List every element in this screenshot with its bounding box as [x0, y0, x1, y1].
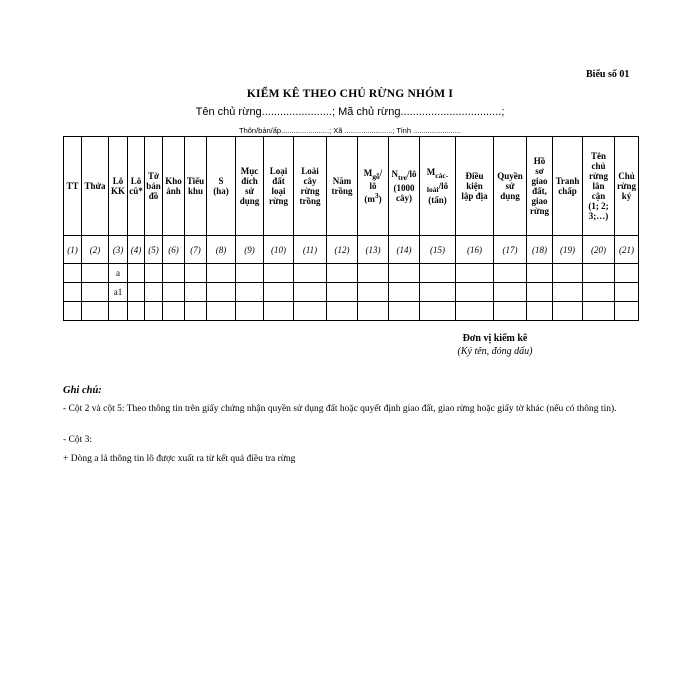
- table-cell: [185, 302, 207, 321]
- table-cell: a1: [109, 283, 128, 302]
- column-number-12: (12): [327, 236, 358, 264]
- column-number-3: (3): [109, 236, 128, 264]
- table-cell: [109, 302, 128, 321]
- table-cell: [294, 283, 327, 302]
- table-row: [64, 283, 639, 302]
- column-header-11: Loài cây rừng trồng: [294, 137, 327, 236]
- table-cell: [553, 302, 583, 321]
- table-cell: [207, 264, 236, 283]
- table-cell: [358, 302, 389, 321]
- column-header-9: Mục đích sử dụng: [236, 137, 264, 236]
- table-cell: [494, 264, 527, 283]
- column-number-16: (16): [456, 236, 494, 264]
- table-cell: a: [109, 264, 128, 283]
- note-item-3: + Dòng a là thông tin lô được xuất ra từ kết quả điều tra rừng: [63, 454, 296, 464]
- table-cell: [145, 302, 163, 321]
- table-cell: [82, 283, 109, 302]
- table-cell: [145, 264, 163, 283]
- table-cell: [264, 302, 294, 321]
- table-cell: [358, 264, 389, 283]
- column-number-11: (11): [294, 236, 327, 264]
- table-cell: [456, 302, 494, 321]
- column-number-row: [64, 236, 639, 264]
- table-cell: [128, 264, 145, 283]
- table-cell: [163, 283, 185, 302]
- table-cell: [327, 283, 358, 302]
- table-cell: [64, 302, 82, 321]
- owner-line: Tên chủ rừng.......................; Mã chủ rừng.................................;: [195, 106, 505, 118]
- column-header-4: Lô cũ*: [128, 137, 145, 236]
- column-number-1: (1): [64, 236, 82, 264]
- column-number-9: (9): [236, 236, 264, 264]
- column-number-20: (20): [583, 236, 615, 264]
- table-cell: [264, 264, 294, 283]
- column-header-7: Tiểu khu: [185, 137, 207, 236]
- table-cell: [494, 283, 527, 302]
- column-header-17: Quyền sử dụng: [494, 137, 527, 236]
- table-cell: [236, 302, 264, 321]
- table-cell: [420, 302, 456, 321]
- table-cell: [82, 302, 109, 321]
- note-item-1: - Cột 2 và cột 5: Theo thông tin trên giấy chứng nhận quyền sử dụng đất hoặc quyết định giao đất, giao rừng hoặc giấy tờ khác (nếu có thông tin).: [63, 404, 617, 414]
- table-cell: [185, 264, 207, 283]
- table-cell: [553, 264, 583, 283]
- column-header-5: Tờ bản đồ: [145, 137, 163, 236]
- column-header-15: $M_{các- loài}/lô$ (tấn): [420, 137, 456, 236]
- table-row: [64, 264, 639, 283]
- column-header-6: Kho ảnh: [163, 137, 185, 236]
- table-cell: [527, 302, 553, 321]
- column-number-2: (2): [82, 236, 109, 264]
- notes-title: Ghi chú:: [63, 385, 102, 396]
- page-title: KIỂM KÊ THEO CHỦ RỪNG NHÓM I: [246, 88, 454, 100]
- column-header-16: Điều kiện lập địa: [456, 137, 494, 236]
- table-cell: [583, 264, 615, 283]
- table-cell: [389, 264, 420, 283]
- column-number-13: (13): [358, 236, 389, 264]
- column-number-19: (19): [553, 236, 583, 264]
- location-line: Thôn/bản/ấp.......................; Xã .......................; Tỉnh .......................: [238, 126, 462, 135]
- column-header-14: $N_{tre}/lô$ (1000 cây): [389, 137, 420, 236]
- table-cell: [358, 283, 389, 302]
- form-code: Biểu số 01: [586, 69, 630, 80]
- column-number-18: (18): [527, 236, 553, 264]
- column-header-8: S (ha): [207, 137, 236, 236]
- table-cell: [583, 283, 615, 302]
- table-cell: [163, 264, 185, 283]
- table-cell: [294, 302, 327, 321]
- column-header-12: Năm trồng: [327, 137, 358, 236]
- table-cell: [420, 264, 456, 283]
- table-cell: [527, 264, 553, 283]
- column-header-1: TT: [64, 137, 82, 236]
- table-cell: [145, 283, 163, 302]
- table-cell: [389, 283, 420, 302]
- table-cell: [236, 283, 264, 302]
- column-header-10: Loại đất loại rừng: [264, 137, 294, 236]
- column-header-20: Tên chủ rừng lân cận (1; 2; 3;…): [583, 137, 615, 236]
- table-cell: [420, 283, 456, 302]
- table-cell: [456, 283, 494, 302]
- table-cell: [294, 264, 327, 283]
- table-cell: [456, 264, 494, 283]
- table-cell: [553, 283, 583, 302]
- table-cell: [264, 283, 294, 302]
- table-cell: [207, 283, 236, 302]
- table-cell: [82, 264, 109, 283]
- table-cell: [128, 283, 145, 302]
- table-cell: [389, 302, 420, 321]
- column-number-4: (4): [128, 236, 145, 264]
- column-header-19: Tranh chấp: [553, 137, 583, 236]
- column-number-8: (8): [207, 236, 236, 264]
- column-header-21: Chủ rừng ký: [615, 137, 639, 236]
- note-item-2: - Cột 3:: [63, 435, 93, 445]
- column-number-6: (6): [163, 236, 185, 264]
- table-cell: [327, 302, 358, 321]
- column-number-10: (10): [264, 236, 294, 264]
- table-cell: [128, 302, 145, 321]
- table-cell: [527, 283, 553, 302]
- column-header-13: $M_{gỗ}/$ lô $(m^3)$: [358, 137, 389, 236]
- column-number-5: (5): [145, 236, 163, 264]
- column-number-17: (17): [494, 236, 527, 264]
- table-cell: [327, 264, 358, 283]
- table-cell: [615, 283, 639, 302]
- table-cell: [615, 264, 639, 283]
- table-cell: [583, 302, 615, 321]
- column-header-18: Hồ sơ giao đất, giao rừng: [527, 137, 553, 236]
- table-cell: [64, 264, 82, 283]
- table-header-row: [64, 137, 639, 236]
- column-number-14: (14): [389, 236, 420, 264]
- table-cell: [494, 302, 527, 321]
- table-cell: [207, 302, 236, 321]
- table-cell: [64, 283, 82, 302]
- table-cell: [185, 283, 207, 302]
- table-cell: [615, 302, 639, 321]
- column-number-21: (21): [615, 236, 639, 264]
- column-header-2: Thửa: [82, 137, 109, 236]
- column-header-3: Lô KK: [109, 137, 128, 236]
- signer-label: Đơn vị kiểm kê: [462, 333, 528, 344]
- inventory-table: [63, 136, 639, 321]
- table-cell: [236, 264, 264, 283]
- table-cell: [163, 302, 185, 321]
- signer-note: (Ký tên, đóng dấu): [457, 346, 533, 357]
- column-number-7: (7): [185, 236, 207, 264]
- table-row: [64, 302, 639, 321]
- column-number-15: (15): [420, 236, 456, 264]
